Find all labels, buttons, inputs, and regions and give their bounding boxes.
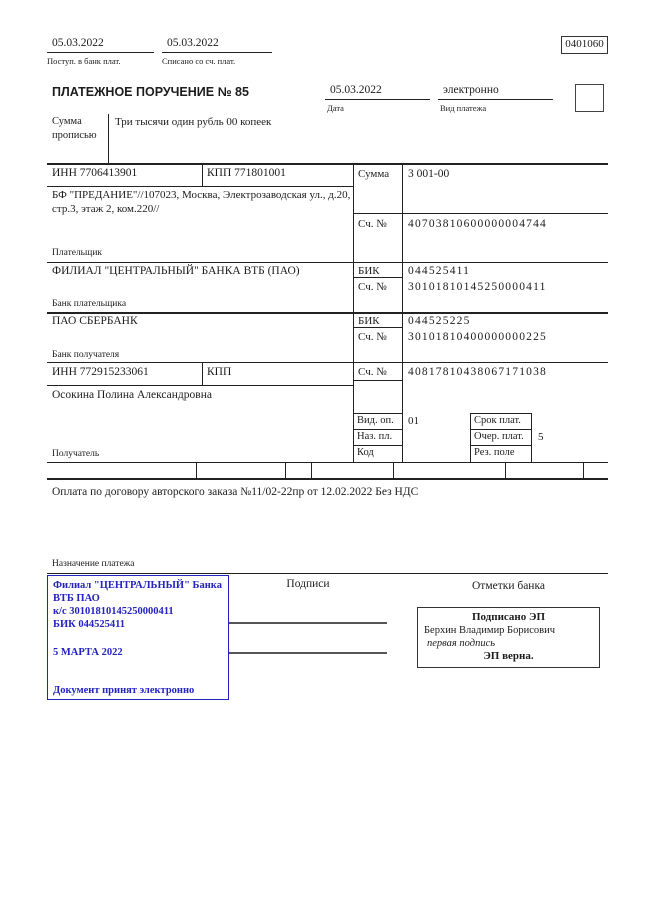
payer-section-label: Плательщик: [52, 248, 103, 258]
beneficiary-inn: ИНН 772915233061: [52, 366, 149, 378]
table-border: [47, 163, 608, 165]
esign-signer-name: Берхин Владимир Борисович: [424, 625, 555, 636]
table-border: [285, 463, 286, 478]
signatures-header: Подписи: [286, 578, 330, 590]
priority-value: 5: [538, 431, 544, 443]
beneficiary-section-label: Получатель: [52, 449, 100, 459]
divider: [47, 52, 154, 53]
beneficiary-bank-account-value: 30101810400000000225: [408, 331, 547, 343]
stamp-bik: БИК 044525411: [53, 619, 126, 630]
esign-subtitle: первая подпись: [427, 638, 496, 649]
table-border: [393, 463, 394, 478]
priority-label: Очер. плат.: [474, 431, 524, 442]
signature-line-2: [229, 652, 387, 654]
esign-title: Подписано ЭП: [471, 611, 546, 623]
table-border: [47, 312, 608, 314]
table-border: [470, 429, 531, 430]
received-in-bank-label: Поступ. в банк плат.: [47, 56, 121, 66]
table-border: [353, 213, 608, 214]
table-border: [47, 362, 608, 363]
received-in-bank-date: 05.03.2022: [52, 37, 104, 49]
divider: [162, 52, 272, 53]
table-border: [47, 262, 608, 263]
payer-account-label: Сч. №: [358, 218, 387, 230]
table-border: [47, 385, 353, 386]
status-checkbox: [575, 84, 604, 112]
debited-label: Списано со сч. плат.: [162, 56, 236, 66]
table-border: [311, 463, 312, 478]
beneficiary-name: Осокина Полина Александровна: [52, 389, 212, 401]
stamp-date: 5 МАРТА 2022: [53, 647, 123, 658]
payer-bank-account-label: Сч. №: [358, 281, 387, 293]
payer-bank-bik-value: 044525411: [408, 265, 471, 277]
stamp-bank-name-2: ВТБ ПАО: [53, 593, 100, 604]
beneficiary-bank-account-label: Сч. №: [358, 331, 387, 343]
payer-account-value: 40703810600000004744: [408, 218, 547, 230]
table-border: [196, 463, 197, 478]
esignature-stamp: [417, 607, 600, 668]
amount-words-label-2: прописью: [52, 130, 97, 141]
beneficiary-bank-bik-value: 044525225: [408, 315, 471, 327]
table-border: [470, 413, 531, 414]
document-date: 05.03.2022: [330, 84, 382, 96]
op-type-label: Вид. оп.: [357, 415, 394, 426]
payment-purpose-label: Назначение платежа: [52, 559, 135, 569]
table-border: [47, 186, 353, 187]
table-border: [505, 463, 506, 478]
table-border: [353, 445, 402, 446]
divider: [438, 99, 553, 100]
beneficiary-account-value: 40817810438067171038: [408, 366, 547, 378]
payer-bank-bik-label: БИК: [358, 265, 380, 277]
beneficiary-bank-section-label: Банк получателя: [52, 350, 120, 360]
table-border: [353, 429, 402, 430]
beneficiary-bank-name: ПАО СБЕРБАНК: [52, 315, 138, 327]
stamp-bank-name-1: Филиал "ЦЕНТРАЛЬНЫЙ" Банка: [53, 580, 222, 591]
amount-in-words-value: Три тысячи один рубль 00 копеек: [115, 116, 272, 128]
table-border: [470, 413, 471, 462]
amount-value: 3 001-00: [408, 168, 450, 180]
payment-type-value: электронно: [443, 84, 499, 96]
table-border: [353, 380, 402, 381]
divider: [325, 99, 430, 100]
table-border: [353, 163, 354, 463]
table-border: [583, 463, 584, 478]
table-border: [531, 413, 532, 462]
divider: [108, 114, 109, 163]
divider: [47, 573, 608, 574]
table-border: [47, 462, 608, 463]
table-border: [353, 413, 402, 414]
amount-words-label-1: Сумма: [52, 116, 82, 127]
payer-inn: ИНН 7706413901: [52, 167, 138, 179]
payment-type-label: Вид платежа: [440, 103, 487, 113]
table-border: [353, 327, 402, 328]
payer-name-address: БФ "ПРЕДАНИЕ"//107023, Москва, Электрозаводская ул., д.20, стр.3, этаж 2, ком.220//: [52, 189, 351, 215]
table-border: [353, 277, 402, 278]
payer-bank-account-value: 30101810145250000411: [408, 281, 547, 293]
due-date-label: Срок плат.: [474, 415, 521, 426]
stamp-corr-account: к/с 30101810145250000411: [53, 606, 174, 617]
payer-bank-name: ФИЛИАЛ "ЦЕНТРАЛЬНЫЙ" БАНКА ВТБ (ПАО): [52, 265, 300, 277]
form-code-box: 0401060: [561, 36, 608, 54]
date-label: Дата: [327, 103, 344, 113]
stamp-accepted-note: Документ принят электронно: [53, 685, 195, 696]
reserve-field-label: Рез. поле: [474, 447, 515, 458]
table-border: [402, 163, 403, 463]
code-label: Код: [357, 447, 374, 458]
stamp-spacer: [53, 631, 225, 646]
table-border: [47, 478, 608, 480]
beneficiary-kpp: КПП: [207, 366, 232, 378]
signature-line-1: [229, 622, 387, 624]
beneficiary-bank-bik-label: БИК: [358, 315, 380, 327]
purpose-code-label: Наз. пл.: [357, 431, 393, 442]
table-border: [202, 165, 203, 186]
table-border: [202, 363, 203, 385]
bank-acceptance-stamp: [47, 575, 229, 700]
payer-bank-section-label: Банк плательщика: [52, 299, 127, 309]
payment-purpose-text: Оплата по договору авторского заказа №11/02-22пр от 12.02.2022 Без НДС: [52, 486, 419, 498]
esign-verified: ЭП верна.: [483, 650, 534, 662]
payer-kpp: КПП 771801001: [207, 167, 286, 179]
debited-date: 05.03.2022: [167, 37, 219, 49]
amount-label: Сумма: [358, 168, 390, 180]
bank-marks-header: Отметки банка: [472, 580, 545, 592]
op-type-value: 01: [408, 415, 419, 427]
table-border: [470, 445, 531, 446]
beneficiary-account-label: Сч. №: [358, 366, 387, 378]
document-title: ПЛАТЕЖНОЕ ПОРУЧЕНИЕ № 85: [52, 85, 249, 99]
